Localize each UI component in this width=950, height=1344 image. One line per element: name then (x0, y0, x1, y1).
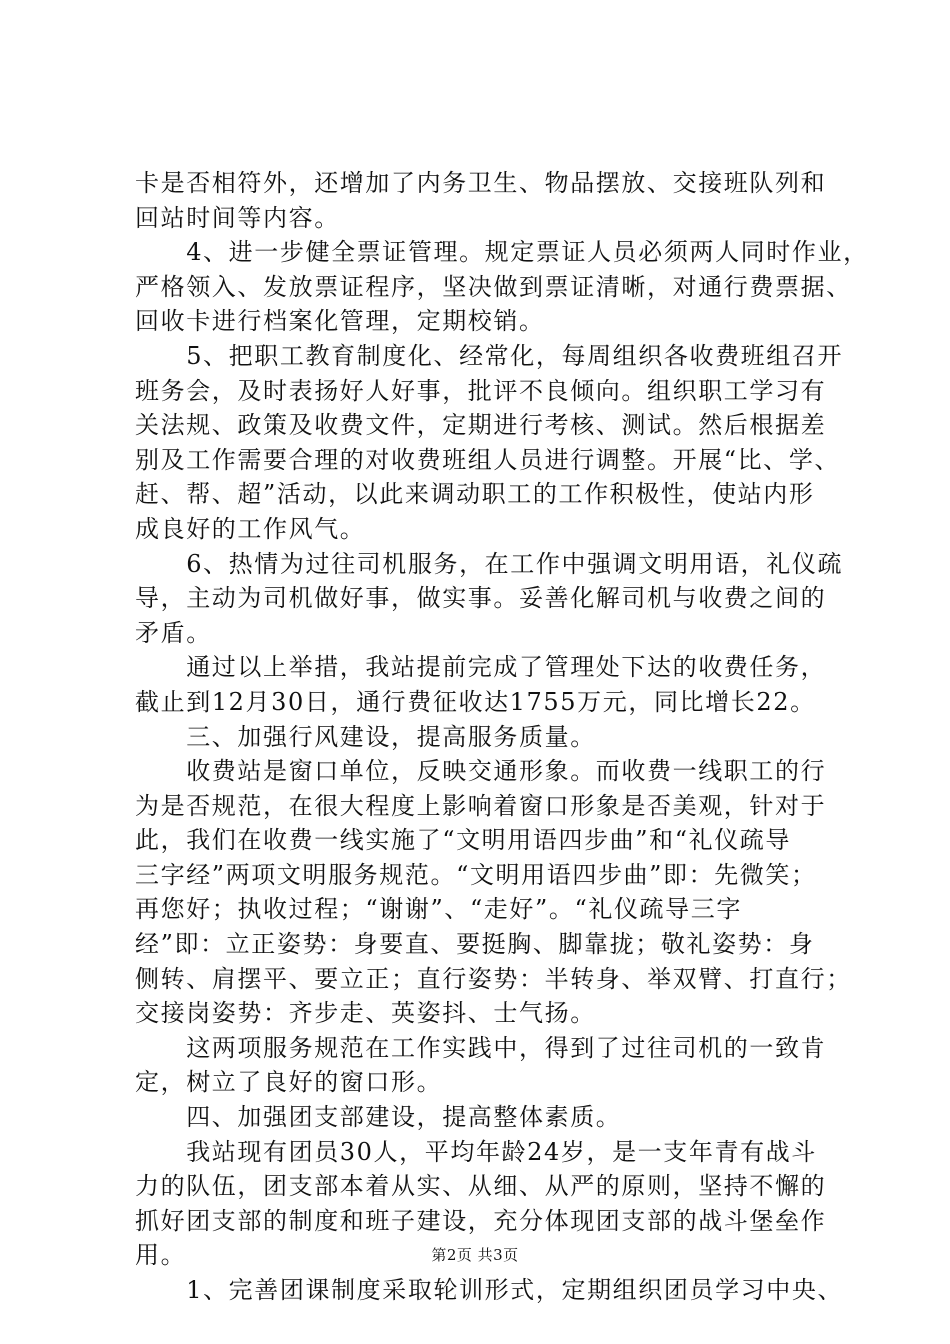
text-line: 5、把职工教育制度化、经常化，每周组织各收费班组召开 (135, 341, 844, 370)
text-line: 力的队伍，团支部本着从实、从细、从严的原则，坚持不懈的 (135, 1172, 827, 1201)
text-line: 赶、帮、超”活动，以此来调动职工的工作积极性，使站内形 (135, 480, 815, 509)
text-line: 这两项服务规范在工作实践中，得到了过往司机的一致肯 (135, 1033, 827, 1062)
page-number: 第2页 共3页 (431, 1246, 519, 1264)
text-line: 回收卡进行档案化管理，定期校销。 (135, 307, 545, 336)
text-line: 三字经”两项文明服务规范。“文明用语四步曲”即：先微笑； (135, 860, 817, 889)
body-text (135, 166, 869, 1308)
text-line: 矛盾。 (135, 618, 212, 647)
text-line: 经”即：立正姿势：身要直、要挺胸、脚靠拢；敬礼姿势：身 (135, 930, 815, 959)
text-line: 导，主动为司机做好事，做实事。妥善化解司机与收费之间的 (135, 584, 827, 613)
text-line: 收费站是窗口单位，反映交通形象。而收费一线职工的行 (135, 757, 827, 786)
text-line: 关法规、政策及收费文件，定期进行考核、测试。然后根据差 (135, 411, 827, 440)
text-line: 4、进一步健全票证管理。规定票证人员必须两人同时作业， (135, 238, 869, 267)
section-heading: 三、加强行风建设，提高服务质量。 (135, 722, 596, 751)
section-heading: 四、加强团支部建设，提高整体素质。 (135, 1103, 622, 1132)
text-line: 再您好；执收过程；“谢谢”、“走好”。“礼仪疏导三字 (135, 895, 742, 924)
text-line: 成良好的工作风气。 (135, 514, 366, 543)
text-line: 别及工作需要合理的对收费班组人员进行调整。开展“比、学、 (135, 445, 841, 474)
text-line: 交接岗姿势：齐步走、英姿抖、士气扬。 (135, 999, 596, 1028)
text-line: 我站现有团员30人，平均年龄24岁，是一支年青有战斗 (135, 1137, 817, 1166)
text-line: 班务会，及时表扬好人好事，批评不良倾向。组织职工学习有 (135, 376, 827, 405)
text-line: 截止到12月30日，通行费征收达1755万元，同比增长22。 (135, 687, 816, 716)
text-line: 严格领入、发放票证程序，坚决做到票证清晰，对通行费票据、 (135, 272, 852, 301)
text-line: 用。 (135, 1241, 187, 1270)
text-line: 卡是否相符外，还增加了内务卫生、物品摆放、交接班队列和 (135, 169, 827, 197)
text-line: 为是否规范，在很大程度上影响着窗口形象是否美观，针对于 (135, 791, 827, 820)
text-line: 通过以上举措，我站提前完成了管理处下达的收费任务， (135, 653, 827, 682)
text-line: 侧转、肩摆平、要立正；直行姿势：半转身、举双臂、打直行； (135, 964, 852, 993)
text-line: 此，我们在收费一线实施了“文明用语四步曲”和“礼仪疏导 (135, 826, 792, 855)
text-line: 1、完善团课制度采取轮训形式，定期组织团员学习中央、 (135, 1276, 844, 1304)
text-line: 抓好团支部的制度和班子建设，充分体现团支部的战斗堡垒作 (135, 1206, 827, 1235)
text-line: 6、热情为过往司机服务，在工作中强调文明用语，礼仪疏 (135, 549, 844, 578)
text-line: 回站时间等内容。 (135, 203, 340, 232)
text-line: 定，树立了良好的窗口形。 (135, 1068, 443, 1097)
page-footer (0, 1244, 950, 1265)
